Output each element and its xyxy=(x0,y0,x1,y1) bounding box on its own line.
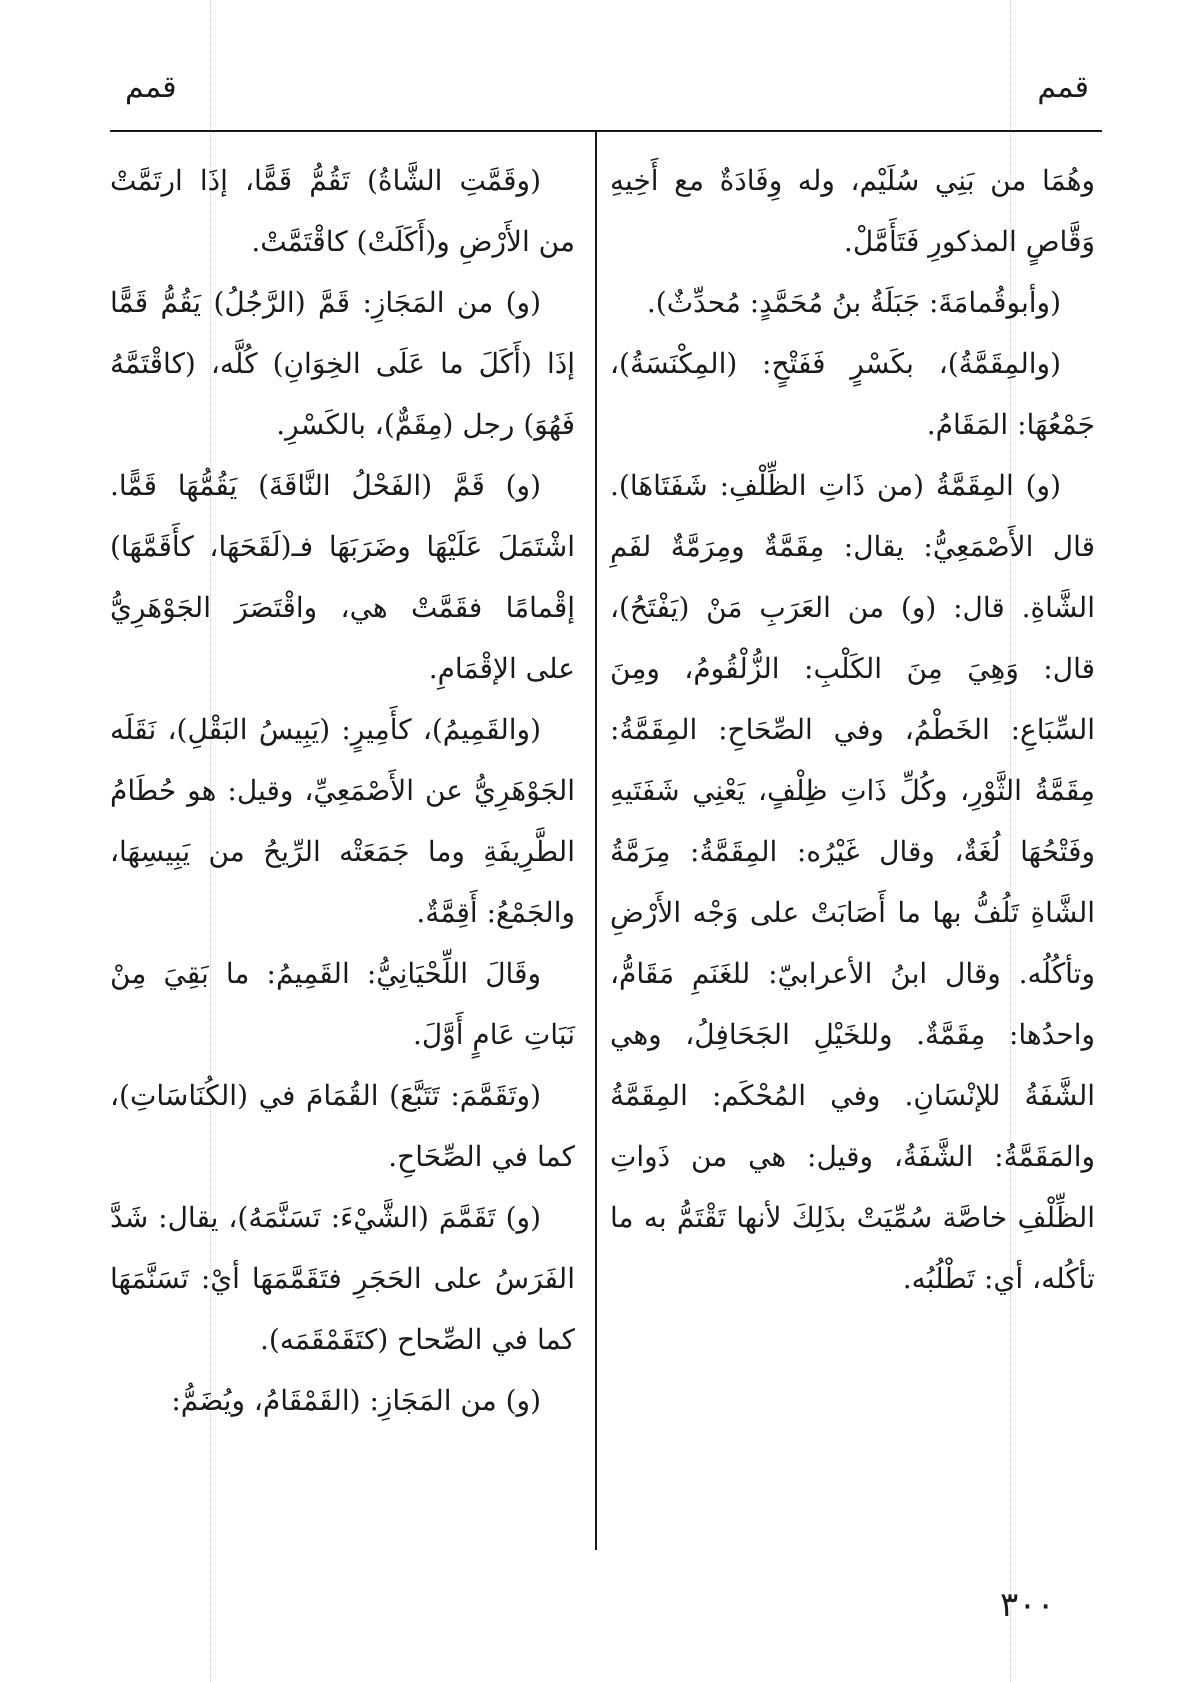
paragraph: (والمِقَمَّةُ)، بكَسْرٍ فَفَتْحٍ: (المِكْنَسَةُ)، جَمْعُهَا: المَقَامُ. xyxy=(610,347,1095,441)
paragraph: (و) المِقَمَّةُ (من ذَاتِ الظِّلْفِ: شَفَتَاهَا). قال الأَصْمَعِيُّ: يقال: مِقَمَّةٌ ومِرَمَّةٌ لفَمِ الشَّاةِ. قال: (و) من العَرَبِ مَنْ (يَفْتَحُ)، قال: وَهِيَ مِنَ الكَلْبِ: الزُّلْقُومُ، ومِنَ السِّبَاعِ: الخَطْمُ، وفي الصِّحَاحِ: المِقَمَّةُ: مِقَمَّةُ الثَّوْرِ، وكُلِّ ذَاتِ ظِلْفٍ، يَعْنِي شَفَتَيهِ وفَتْحُهَا لُغَةٌ، وقال غَيْرُه: المِقَمَّةُ: مِرَمَّةُ الشَّاةِ تَلُفُّ بها ما أَصَابَتْ على وَجْه الأَرْضِ وتأكُلُه. وقال ابنُ الأعرابيّ: للغَنَمِ مَقَامُّ، واحدُها: مِقَمَّةٌ. وللخَيْلِ الجَحَافِلُ، وهي الشَّفَةُ للإنْسَانِ. وفي المُحْكَم: المِقَمَّةُ والمَقَمَّةُ: الشَّفَةُ، وقيل: هي من ذَواتِ الظِّلْفِ خاصَّة سُمِّيَتْ بذَلِكَ لأنها تَقْتَمُّ به ما تأكُله، أي: تَطْلُبُه. xyxy=(610,469,1095,1295)
running-header-right: قمم xyxy=(1037,70,1089,105)
column-divider xyxy=(595,130,597,1550)
paragraph: (وتَقَمَّمَ: تَتَبَّعَ) القُمَامَ في (الكُنَاسَاتِ)، كما في الصِّحَاحِ. xyxy=(110,1079,575,1173)
paragraph: (و) قَمَّ (الفَحْلُ النَّاقَةَ) يَقُمُّهَا قَمًّا. اشْتَمَلَ عَلَيْهَا وضَرَبَهَا فـ(لَقَحَهَا، كأَقَمَّهَا) إقْمامًا فقَمَّتْ هي، واقْتَصَرَ الجَوْهَرِيُّ على الإقْمَامِ. xyxy=(110,469,575,685)
page-number: ٣٠٠ xyxy=(1000,1585,1055,1625)
right-column xyxy=(610,150,1095,1309)
header-rule xyxy=(110,130,1102,132)
paragraph: (و) من المَجَازِ: (القَمْقَامُ، ويُضَمُّ: xyxy=(171,1384,541,1417)
paragraph: (والقَمِيمُ)، كأَمِيرٍ: (يَبِيسُ البَقْلِ)، نَقَلَه الجَوْهَرِيُّ عن الأَصْمَعِيِّ، وقيل: هو حُطَامُ الطَّرِيفَةِ وما جَمَعَتْه الرِّيحُ من يَبِيسِهَا، والجَمْعُ: أَقِمَّةٌ. xyxy=(110,713,575,929)
paragraph: وقَالَ اللِّحْيَانِيُّ: القَمِيمُ: ما بَقِيَ مِنْ نَبَاتِ عَامٍ أَوَّلَ. xyxy=(110,957,575,1051)
paragraph: (وقَمَّتِ الشَّاةُ) تَقُمُّ قَمًّا، إذَا ارتَمَّتْ من الأَرْضِ و(أَكَلَتْ) كاقْتَمَّتْ. xyxy=(110,164,575,258)
paragraph: (و) تَقَمَّمَ (الشَّيْءَ: تَسَنَّمَهُ)، يقال: شَدَّ الفَرَسُ على الحَجَرِ فتَقَمَّمَهَا أيْ: تَسَنَّمَهَا كما في الصِّحاح (كتَقَمْقَمَه). xyxy=(110,1201,575,1356)
left-column xyxy=(110,150,575,1431)
running-header-left: قمم xyxy=(125,70,177,105)
paragraph: (وأبوقُمامَةَ: جَبَلَةُ بنُ مُحَمَّدٍ: مُحدِّثٌ). xyxy=(646,286,1061,319)
paragraph: (و) من المَجَازِ: قَمَّ (الرَّجُلُ) يَقُمُّ قَمًّا إذَا (أَكَلَ ما عَلَى الخِوَانِ) كُلَّه، (كاقْتَمَّهُ فَهُوَ) رجل (مِقَمٌّ)، بالكَسْرِ. xyxy=(110,286,575,441)
paragraph: وهُمَا من بَنِي سُلَيْم، وله وِفَادَةٌ مع أَخِيهِ وَقَّاصٍ المذكورِ فَتَأَمَّلْ. xyxy=(610,164,1095,258)
